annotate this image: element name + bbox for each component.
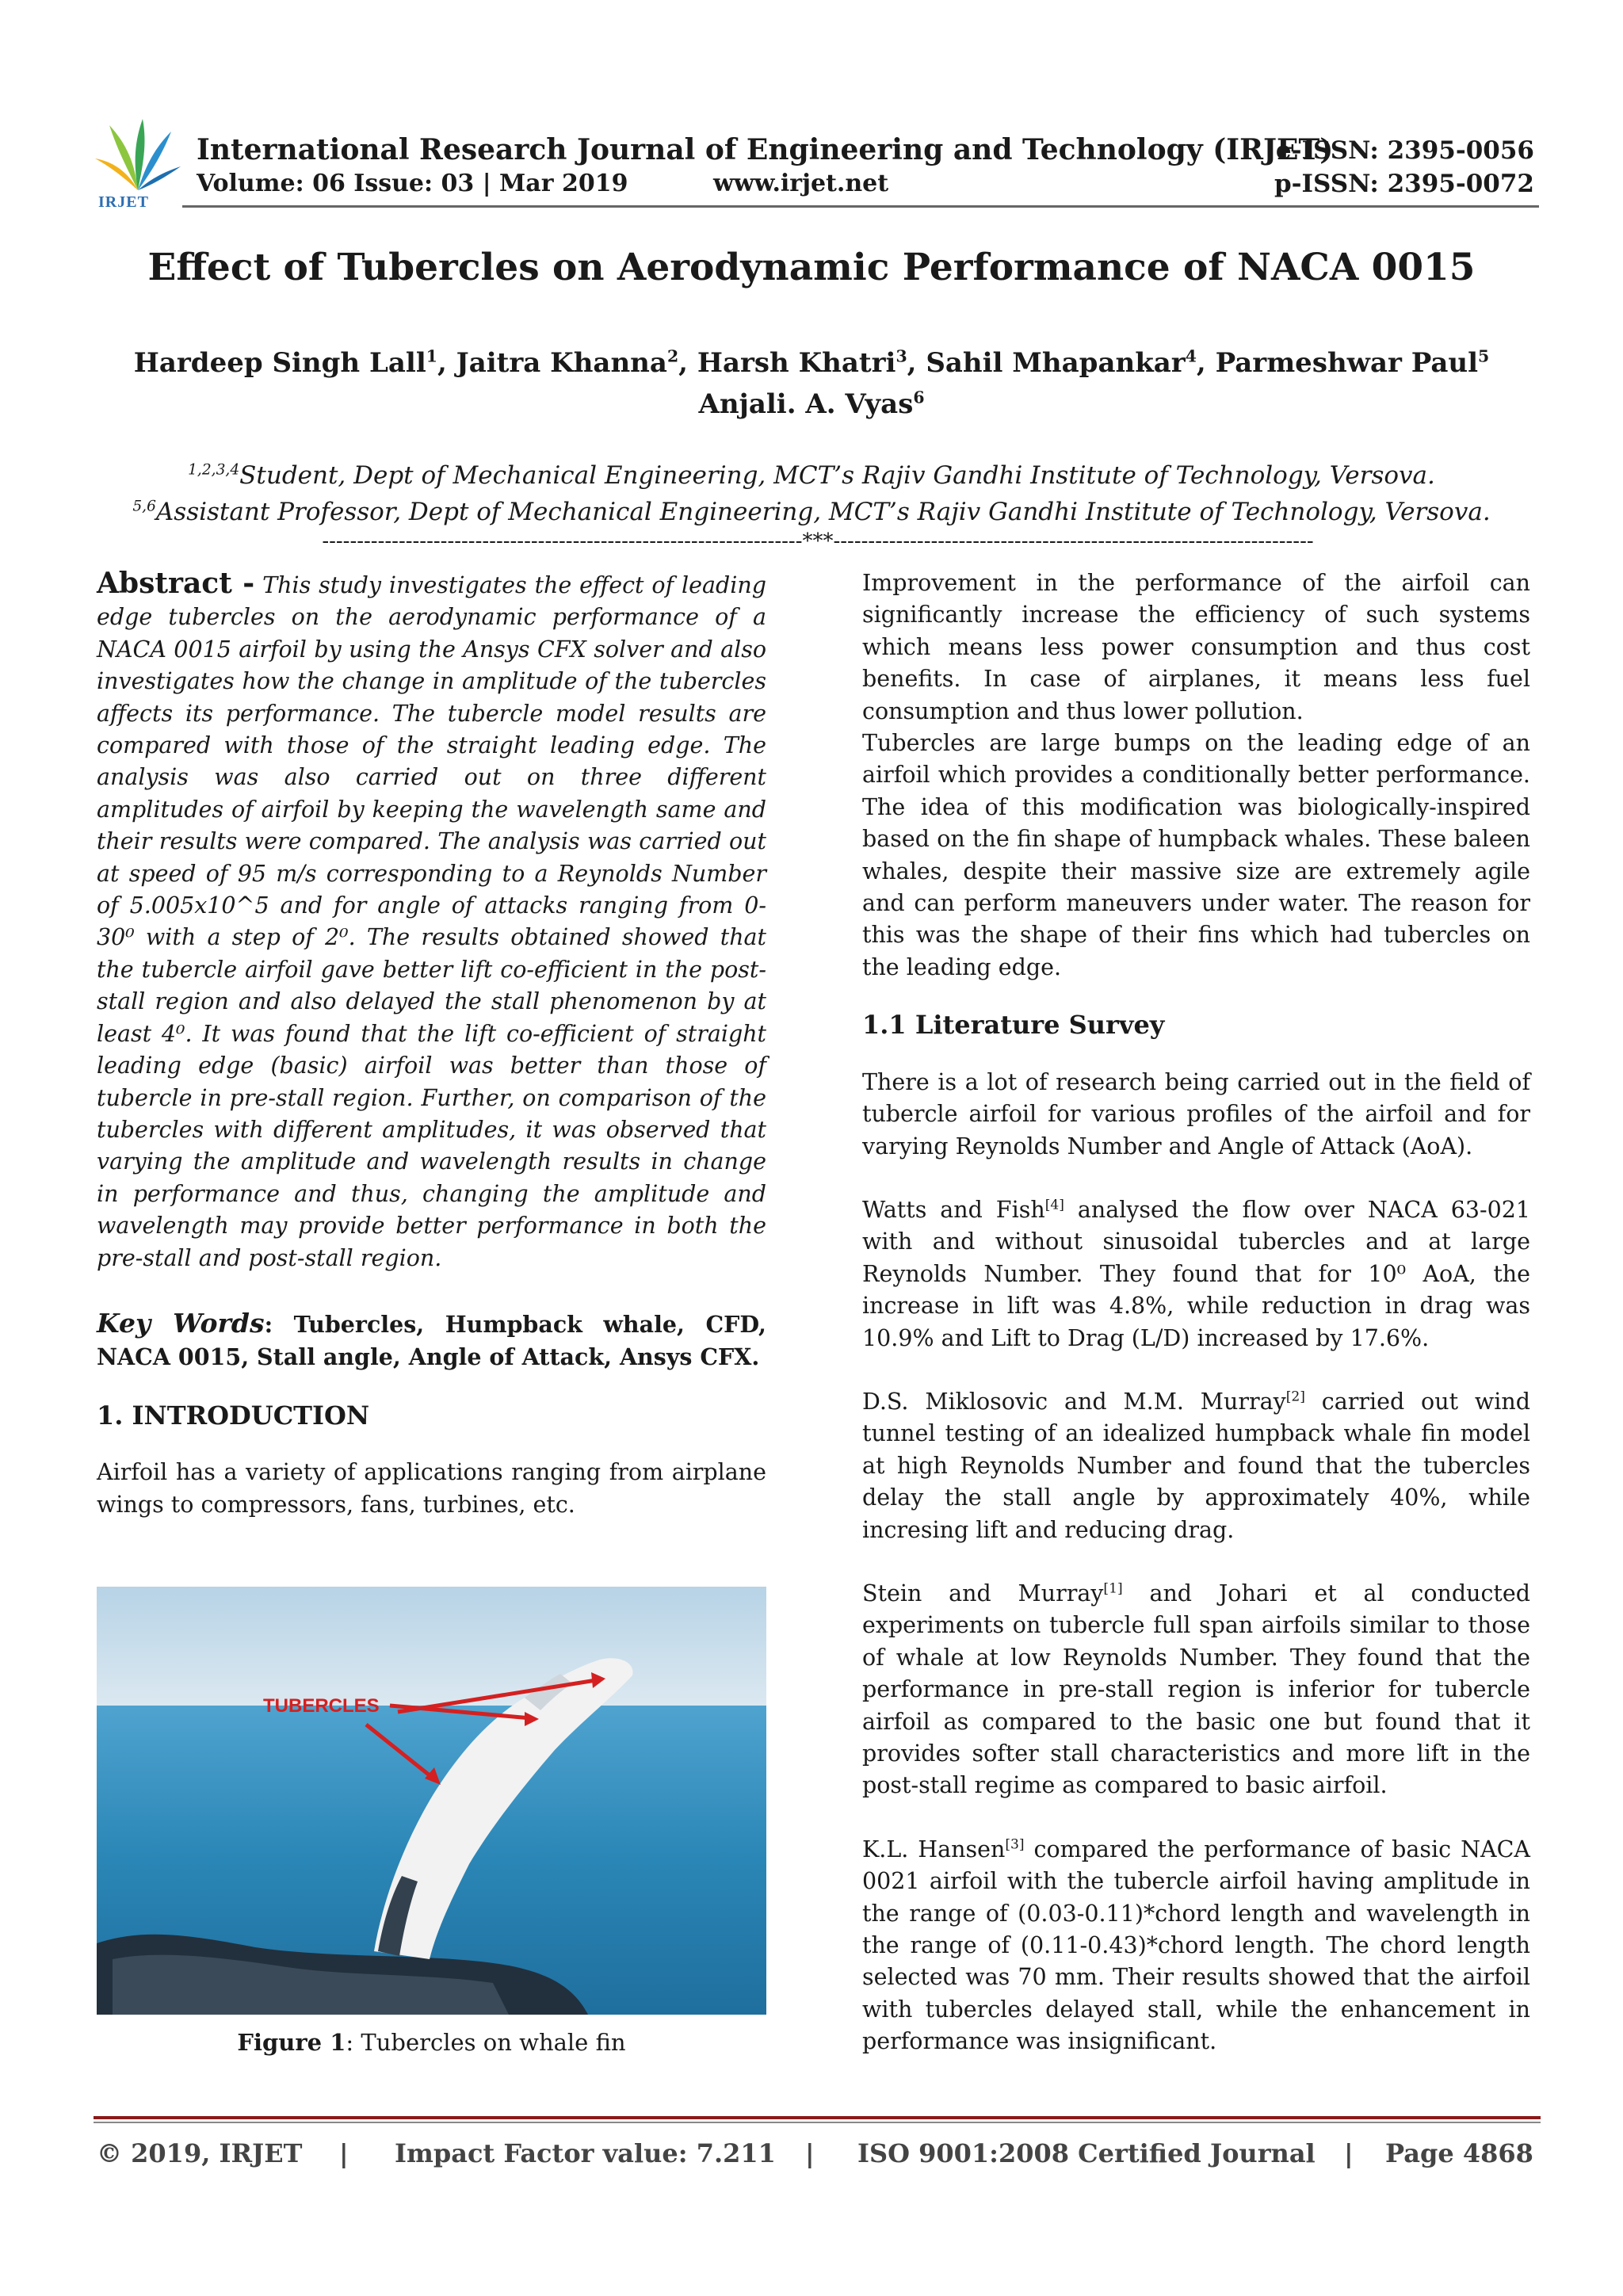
keywords-colon: : xyxy=(264,1310,294,1338)
literature-paragraph xyxy=(862,1194,1530,1354)
literature-text: and Johari et al conducted experiments on tubercle full span airfoils similar to those of whale at low Reynolds Number. They found that the performance in pre-stall region is inferior for tubercle airfoil as compared to the basic one but found that it provides softer stall characteristics and more lift in the post-stall regime as compared to basic airfoil. xyxy=(862,1580,1530,1799)
figure-caption-text: : Tubercles on whale fin xyxy=(346,2029,626,2056)
footer-divider-thin xyxy=(94,2122,1541,2123)
p-issn: p-ISSN: 2395-0072 xyxy=(1274,170,1534,198)
footer-copyright: © 2019, IRJET xyxy=(97,2138,303,2168)
author-affil-mark: 1 xyxy=(426,346,437,366)
literature-text: K.L. Hansen xyxy=(862,1836,1006,1862)
literature-text: analysed the flow over NACA 63-021 with and without sinusoidal tubercles and at large Reynolds Number. They found that for 10⁰ AoA, the increase in lift was 4.8%, while reduction in drag was 10.9% and Lift to Drag (L/D) increased by 17.6%. xyxy=(862,1196,1530,1351)
author-separator: , xyxy=(1196,347,1216,379)
literature-paragraph: There is a lot of research being carried out in the field of tubercle airfoil for various profiles of the airfoil and for varying Reynolds Number and Angle of Attack (AoA). xyxy=(862,1068,1530,1159)
figure-caption xyxy=(97,2029,766,2056)
figure-label: Figure 1 xyxy=(237,2029,346,2056)
citation-ref[interactable]: [1] xyxy=(1103,1580,1123,1597)
journal-title: International Research Journal of Engineering and Technology (IRJET) xyxy=(197,133,1334,166)
literature-paragraph xyxy=(862,1834,1530,2058)
affiliation-mark: 5,6 xyxy=(132,498,156,515)
literature-text: compared the performance of basic NACA 0021 airfoil with the tubercle airfoil having amplitude in the range of (0.03-0.11)*chord length and wavelength in the range of (0.11-0.43)*chord length. The chord length selected was 70 mm. Their results showed that the airfoil with tubercles delayed stall, while the enhancement in performance was insignificant. xyxy=(862,1836,1530,2055)
keywords-text: Tubercles, Humpback whale, CFD, NACA 0015, Stall angle, Angle of Attack, Ansys CFX. xyxy=(97,1310,766,1371)
journal-logo xyxy=(94,117,182,211)
introduction-heading: 1. INTRODUCTION xyxy=(97,1400,370,1431)
author-separator: , xyxy=(678,347,697,379)
section-separator: ---------------------------------------------------------------------***--------------------------------------------------------------------- xyxy=(322,529,1314,553)
left-column xyxy=(97,567,766,1521)
footer-impact-factor: Impact Factor value: 7.211 xyxy=(395,2138,776,2168)
author-affil-mark: 5 xyxy=(1478,346,1490,366)
footer-divider xyxy=(94,2116,1541,2119)
affiliation-text: Assistant Professor, Dept of Mechanical Engineering, MCT’s Rajiv Gandhi Institute of Technology, Versova. xyxy=(155,498,1491,526)
affiliation-text: Student, Dept of Mechanical Engineering, MCT’s Rajiv Gandhi Institute of Technology, Versova. xyxy=(239,461,1435,490)
e-issn: e-ISSN: 2395-0056 xyxy=(1275,136,1534,165)
author-separator: , xyxy=(437,347,456,379)
author-name: Anjali. A. Vyas xyxy=(698,388,914,420)
keywords xyxy=(97,1308,766,1374)
literature-survey-heading: 1.1 Literature Survey xyxy=(862,1010,1165,1041)
footer-separator: | xyxy=(339,2138,349,2168)
footer-page-number: Page 4868 xyxy=(1385,2138,1533,2168)
author-name: Jaitra Khanna xyxy=(456,347,667,379)
figure-whale-fin xyxy=(97,1587,766,2015)
author-separator: , xyxy=(907,347,926,379)
citation-ref[interactable]: [2] xyxy=(1285,1389,1305,1405)
author-name: Sahil Mhapankar xyxy=(926,347,1186,379)
right-column xyxy=(862,567,1530,2058)
affiliation xyxy=(0,498,1623,526)
author-affil-mark: 4 xyxy=(1185,346,1197,366)
literature-text: Watts and Fish xyxy=(862,1196,1045,1223)
citation-ref[interactable]: [3] xyxy=(1005,1836,1025,1853)
keywords-heading: Key Words xyxy=(97,1307,265,1339)
literature-text: Stein and Murray xyxy=(862,1580,1104,1606)
literature-text: D.S. Miklosovic and M.M. Murray xyxy=(862,1388,1286,1415)
author-name: Hardeep Singh Lall xyxy=(133,347,426,379)
journal-website[interactable]: www.irjet.net xyxy=(713,170,889,197)
footer-separator: | xyxy=(1344,2138,1354,2168)
abstract-heading: Abstract - xyxy=(97,567,255,600)
affiliation xyxy=(0,461,1623,490)
whale-fin-image xyxy=(97,1587,766,2015)
footer-iso: ISO 9001:2008 Certified Journal xyxy=(857,2138,1316,2168)
author-name: Harsh Khatri xyxy=(697,347,896,379)
header-divider xyxy=(182,205,1539,208)
footer-separator: | xyxy=(805,2138,815,2168)
volume-issue: Volume: 06 Issue: 03 | Mar 2019 xyxy=(197,170,628,197)
introduction-paragraph: Improvement in the performance of the airfoil can significantly increase the efficiency of such systems which means less power consumption and thus cost benefits. In case of airplanes, it means less fuel consumption and thus lower pollution. xyxy=(862,570,1530,724)
citation-ref[interactable]: [4] xyxy=(1044,1197,1064,1213)
introduction-paragraph: Tubercles are large bumps on the leading edge of an airfoil which provides a conditionally better performance. The idea of this modification was biologically-inspired based on the fin shape of humpback whales. These baleen whales, despite their massive size are extremely agile and can perform maneuvers under water. The reason for this was the shape of their fins which had tubercles on the leading edge. xyxy=(862,730,1530,980)
author-affil-mark: 3 xyxy=(896,346,907,366)
literature-text: carried out wind tunnel testing of an idealized humpback whale fin model at high Reynolds Number and found that the tubercles delay the stall angle by approximately 40%, while incresing lift and reducing drag. xyxy=(862,1388,1531,1543)
abstract-text: This study investigates the effect of leading edge tubercles on the aerodynamic performance of a NACA 0015 airfoil by using the Ansys CFX solver and also investigates how the change in amplitude of the tubercles affects its performance. The tubercle model results are compared with those of the straight leading edge. The analysis was also carried out on three different amplitudes of airfoil by keeping the wavelength same and their results were compared. The analysis was carried out at speed of 95 m/s corresponding to a Reynolds Number of 5.005x10^5 and for angle of attacks ranging from 0-30⁰ with a step of 2⁰. The results obtained showed that the tubercle airfoil gave better lift co-efficient in the post-stall region and also delayed the stall phenomenon by at least 4⁰. It was found that the lift co-efficient of straight leading edge (basic) airfoil was better than those of tubercle in pre-stall region. Further, on comparison of the tubercles with different amplitudes, it was observed that varying the amplitude and wavelength results in change in performance and thus, changing the amplitude and wavelength may provide better performance in both the pre-stall and post-stall region. xyxy=(97,572,766,1271)
author-affil-mark: 6 xyxy=(913,388,925,407)
literature-paragraph xyxy=(862,1386,1530,1546)
author-affil-mark: 2 xyxy=(666,346,679,366)
logo-text: IRJET xyxy=(98,193,149,211)
logo-leaf-icon xyxy=(94,117,182,193)
abstract xyxy=(97,567,766,1274)
author-list xyxy=(0,347,1623,379)
affiliation-mark: 1,2,3,4 xyxy=(188,461,240,479)
author-name: Parmeshwar Paul xyxy=(1215,347,1479,379)
tubercles-label: TUBERCLES xyxy=(263,1695,380,1717)
author-list-line-2 xyxy=(0,388,1623,420)
introduction-paragraph: Airfoil has a variety of applications ranging from airplane wings to compressors, fans, turbines, etc. xyxy=(97,1459,766,1518)
literature-paragraph xyxy=(862,1578,1530,1802)
paper-title: Effect of Tubercles on Aerodynamic Performance of NACA 0015 xyxy=(147,246,1476,289)
